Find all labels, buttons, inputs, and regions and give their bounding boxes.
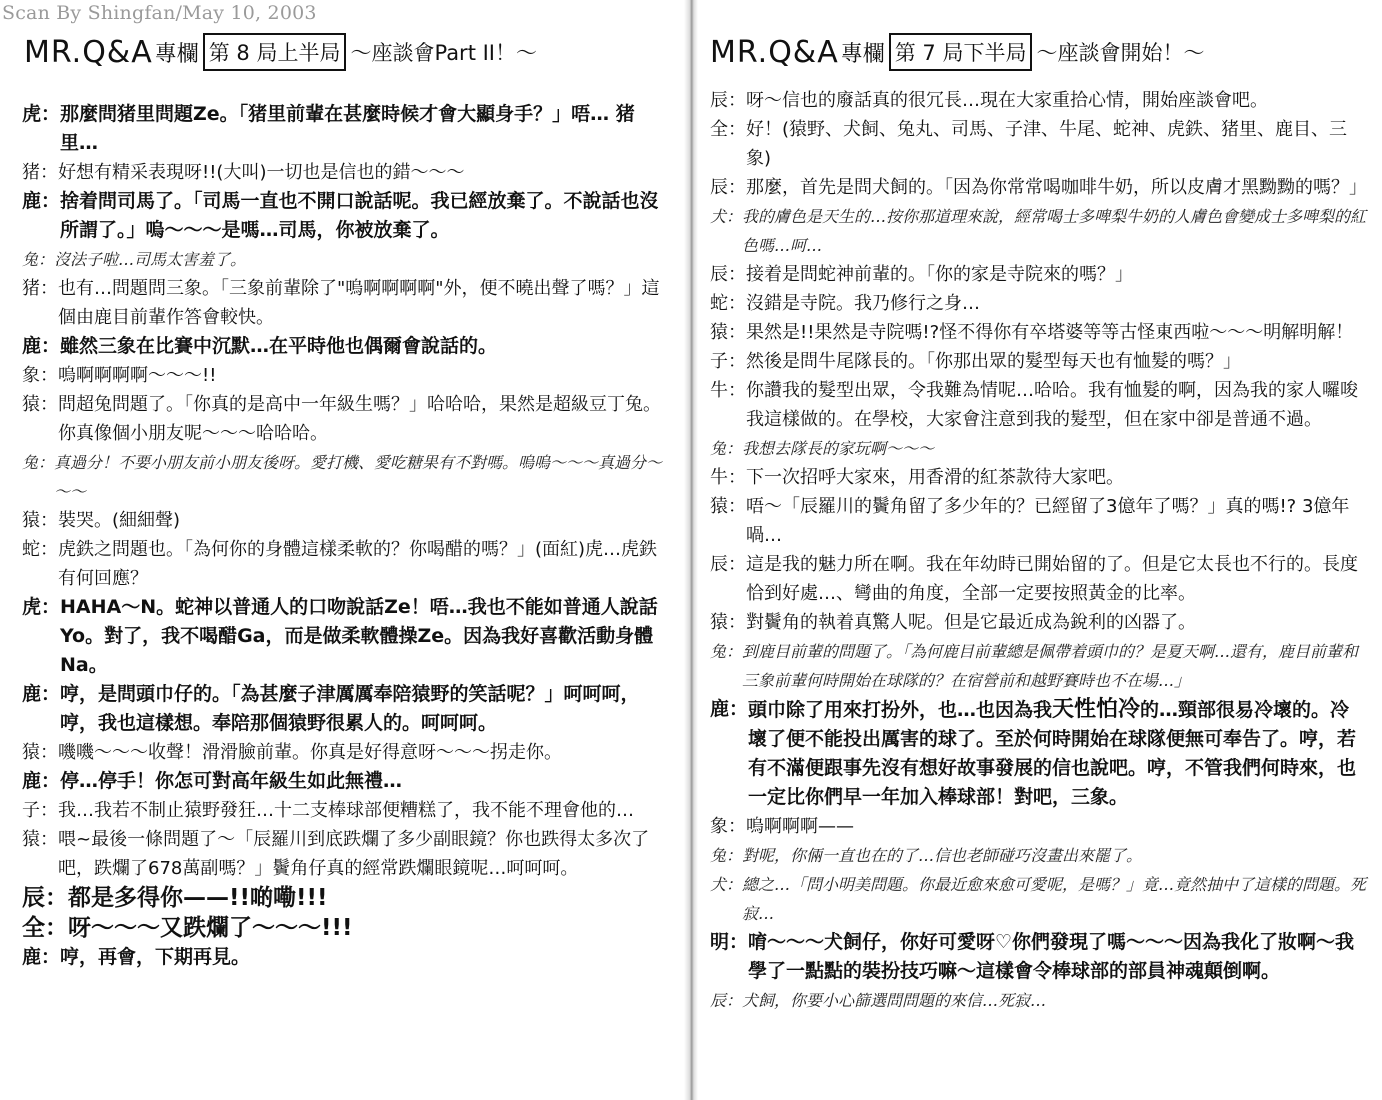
dialogue-text: 呀～～～又跌爛了～～～!!! xyxy=(68,915,353,941)
dialogue-text: 這是我的魅力所在啊。我在年幼時已開始留的了。但是它太長也不行的。長度恰到好處…、彎曲的角度，全部一定要按照黃金的比率。 xyxy=(746,554,1358,604)
speaker-label: 鹿： xyxy=(22,335,61,357)
dialogue-line xyxy=(710,608,1368,637)
speaker-label: 猿： xyxy=(710,612,746,633)
dialogue-line xyxy=(22,158,668,187)
speaker-label: 猿： xyxy=(710,322,746,343)
dialogue-text: 到鹿目前輩的問題了。「為何鹿目前輩總是佩帶着頭巾的？是夏天啊…還有，鹿目前輩和三象前輩何時開始在球隊的？在宿營前和越野賽時也不在場…」 xyxy=(742,642,1359,690)
speaker-label: 虎： xyxy=(22,103,61,125)
dialogue-line xyxy=(22,535,668,593)
dialogue-text: 喂~最後一條問題了～「辰羅川到底跌爛了多少副眼鏡？你也跌得太多次了吧，跌爛了678萬副嗎？」鬢角仔真的經常跌爛眼鏡呢…呵呵呵。 xyxy=(58,829,650,879)
speaker-label: 辰： xyxy=(710,554,746,575)
dialogue-line xyxy=(710,841,1368,870)
speaker-label: 虎： xyxy=(22,596,61,618)
right-page xyxy=(698,0,1382,1100)
dialogue-text: 也有…問題問三象。「三象前輩除了"嗚啊啊啊啊"外，便不曉出聲了嗎？」這個由鹿目前輩作答會較快。 xyxy=(58,278,660,328)
dialogue-line xyxy=(22,274,668,332)
dialogue-text: 果然是!!果然是寺院嗎!?怪不得你有卒塔婆等等古怪東西啦～～～明解明解！ xyxy=(746,322,1354,343)
dialogue-text: 沒錯是寺院。我乃修行之身… xyxy=(746,293,980,314)
dialogue-line xyxy=(22,767,668,796)
dialogue-line xyxy=(22,680,668,738)
dialogue-text xyxy=(748,695,1368,812)
dialogue-text: 唷～～～犬飼仔，你好可愛呀♡你們發現了嗎～～～因為我化了妝啊～我學了一點點的裝扮技巧嘛～這樣會令棒球部的部員神魂顛倒啊。 xyxy=(748,931,1355,982)
speaker-label: 鹿： xyxy=(22,190,61,212)
dialogue-line xyxy=(710,260,1368,289)
dialogue-text: 對呢，你倆一直也在的了…信也老師碰巧沒畫出來罷了。 xyxy=(742,846,1143,865)
dialogue-line xyxy=(710,695,1368,812)
right-page-header xyxy=(710,28,1204,76)
dialogue-text: 停…停手！你怎可對高年級生如此無禮… xyxy=(60,770,403,792)
speaker-label: 猿： xyxy=(22,510,58,531)
speaker-label: 全： xyxy=(22,915,68,941)
dialogue-text: 沒法子啦…司馬太害羞了。 xyxy=(54,250,247,269)
dialogue-text: 好！(猿野、犬飼、兔丸、司馬、子津、牛尾、蛇神、虎鉄、猪里、鹿目、三象) xyxy=(746,119,1348,169)
dialogue-line xyxy=(710,86,1368,115)
dialogue-line xyxy=(22,448,668,506)
speaker-label: 兔： xyxy=(710,642,743,661)
dialogue-text: 哼，再會，下期再見。 xyxy=(60,946,251,968)
dialogue-line xyxy=(710,173,1368,202)
dialogue-text: 嘰嘰～～～收聲！滑滑臉前輩。你真是好得意呀～～～拐走你。 xyxy=(58,742,562,763)
dialogue-line xyxy=(710,550,1368,608)
speaker-label: 猿： xyxy=(710,496,746,517)
dialogue-text: 好想有精采表現呀!!(大叫)一切也是信也的錯～～～ xyxy=(58,162,465,183)
speaker-label: 猿： xyxy=(22,742,58,763)
dialogue-text: 對鬢角的執着真驚人呢。但是它最近成為銳利的凶器了。 xyxy=(746,612,1196,633)
dialogue-text: 然後是問牛尾隊長的。「你那出眾的髮型每天也有恤髮的嗎？」 xyxy=(746,351,1241,372)
dialogue-text: 接着是問蛇神前輩的。「你的家是寺院來的嗎？」 xyxy=(746,264,1133,285)
topic-title: ～座談會Part II！～ xyxy=(350,41,537,65)
dialogue-text: 我的膚色是天生的…按你那道理來說，經常喝士多啤梨牛奶的人膚色會變成士多啤梨的紅色嗎…呵… xyxy=(742,207,1367,255)
speaker-label: 全： xyxy=(710,119,746,140)
dialogue-text: 犬飼，你要小心篩選問問題的來信…死寂… xyxy=(742,991,1047,1010)
speaker-label: 兔： xyxy=(710,439,743,458)
speaker-label: 辰： xyxy=(710,991,743,1010)
dialogue-line xyxy=(22,332,668,361)
dialogue-line xyxy=(710,637,1368,695)
dialogue-line xyxy=(22,913,668,943)
dialogue-text: 我…我若不制止猿野發狂…十二支棒球部便糟糕了，我不能不理會他的… xyxy=(58,800,634,821)
dialogue-line xyxy=(710,376,1368,434)
speaker-label: 牛： xyxy=(710,380,746,401)
topic-title: ～座談會開始！～ xyxy=(1036,41,1205,65)
speaker-label: 蛇： xyxy=(710,293,746,314)
dialogue-line xyxy=(22,506,668,535)
right-dialogue-list xyxy=(710,86,1368,1015)
dialogue-line xyxy=(22,738,668,767)
scan-credit: Scan By Shingfan/May 10, 2003 xyxy=(2,2,317,24)
dialogue-text: 裝哭。(細細聲) xyxy=(58,510,181,531)
speaker-label: 牛： xyxy=(710,467,746,488)
dialogue-line xyxy=(710,463,1368,492)
dialogue-line xyxy=(710,986,1368,1015)
dialogue-text-part: 的…頸部很易冷壞的。冷壞了便不能投出厲害的球了。至於何時開始在球隊便無可奉告了。哼，若有不滿便跟事先沒有想好故事發展的信也說吧。哼，不管我們何時來，也一定比你們早一年加入棒球部！對吧，三象。 xyxy=(748,699,1357,808)
dialogue-line xyxy=(710,115,1368,173)
dialogue-text: 捨着問司馬了。「司馬一直也不開口說話呢。我已經放棄了。不說話也沒所謂了。」嗚～～～是嗎…司馬，你被放棄了。 xyxy=(60,190,659,241)
dialogue-line xyxy=(22,245,668,274)
dialogue-text: 那麼，首先是問犬飼的。「因為你常常喝咖啡牛奶，所以皮膚才黑黝黝的嗎？」 xyxy=(746,177,1367,198)
dialogue-text: 嗚啊啊啊—— xyxy=(746,816,854,837)
speaker-label: 鹿： xyxy=(22,946,61,968)
dialogue-line xyxy=(22,390,668,448)
speaker-label: 辰： xyxy=(710,264,746,285)
speaker-label: 鹿： xyxy=(22,683,61,705)
dialogue-line xyxy=(710,434,1368,463)
dialogue-line xyxy=(22,796,668,825)
dialogue-line xyxy=(22,943,668,972)
speaker-label: 象： xyxy=(710,816,746,837)
speaker-label: 兔： xyxy=(22,250,55,269)
left-page-header xyxy=(24,28,537,76)
dialogue-text: 真過分！不要小朋友前小朋友後呀。愛打機、愛吃糖果有不對嗎。嗚嗚～～～真過分～～～ xyxy=(54,453,663,501)
dialogue-text: 哼，是問頭巾仔的。「為甚麼子津厲厲奉陪猿野的笑話呢？」呵呵呵，哼，我也這樣想。奉陪那個猿野很累人的。呵呵呵。 xyxy=(60,683,640,734)
speaker-label: 犬： xyxy=(710,875,743,894)
dialogue-line xyxy=(710,492,1368,550)
speaker-label: 兔： xyxy=(22,453,55,472)
dialogue-line xyxy=(710,318,1368,347)
dialogue-line xyxy=(710,870,1368,928)
column-brand: MR.Q&A xyxy=(24,34,153,70)
dialogue-line xyxy=(710,812,1368,841)
inning-box: 第 8 局上半局 xyxy=(203,33,347,71)
dialogue-line xyxy=(22,100,668,158)
speaker-label: 辰： xyxy=(710,177,746,198)
page-gutter xyxy=(684,0,698,1100)
speaker-label: 兔： xyxy=(710,846,743,865)
dialogue-line xyxy=(710,289,1368,318)
dialogue-line xyxy=(22,825,668,883)
speaker-label: 辰： xyxy=(710,90,746,111)
speaker-label: 蛇： xyxy=(22,539,58,560)
speaker-label: 象： xyxy=(22,365,58,386)
dialogue-text: 嗚啊啊啊啊～～～!! xyxy=(58,365,217,386)
speaker-label: 犬： xyxy=(710,207,743,226)
dialogue-line xyxy=(22,883,668,913)
speaker-label: 子： xyxy=(710,351,746,372)
dialogue-text: 我想去隊長的家玩啊～～～ xyxy=(742,439,935,458)
dialogue-emphasis: 天性怕冷 xyxy=(1052,697,1141,722)
speaker-label: 猪： xyxy=(22,162,58,183)
dialogue-line xyxy=(22,361,668,390)
column-label: 專欄 xyxy=(840,41,885,67)
dialogue-text: 總之…「問小明美問題。你最近愈來愈可愛呢，是嗎？」竟…竟然抽中了這樣的問題。死寂… xyxy=(742,875,1367,923)
dialogue-text: 下一次招呼大家來，用香滑的紅茶款待大家吧。 xyxy=(746,467,1124,488)
dialogue-text: 唔～「辰羅川的鬢角留了多少年的？已經留了3億年了嗎？」真的嗎!? 3億年喎… xyxy=(746,496,1350,546)
column-brand: MR.Q&A xyxy=(710,34,839,70)
inning-box: 第 7 局下半局 xyxy=(889,33,1033,71)
speaker-label: 猪： xyxy=(22,278,58,299)
dialogue-text: 呀～信也的廢話真的很冗長…現在大家重拾心情，開始座談會吧。 xyxy=(746,90,1268,111)
speaker-label: 猿： xyxy=(22,394,58,415)
column-label: 專欄 xyxy=(154,41,199,67)
dialogue-line xyxy=(22,187,668,245)
left-page xyxy=(0,0,684,1100)
dialogue-text: 虎鉄之問題也。「為何你的身體這樣柔軟的？你喝醋的嗎？」(面紅)虎…虎鉄有何回應？ xyxy=(58,539,658,589)
dialogue-line xyxy=(22,593,668,680)
speaker-label: 猿： xyxy=(22,829,58,850)
dialogue-text-part: 頭巾除了用來打扮外，也…也因為我 xyxy=(748,699,1053,721)
dialogue-text: 都是多得你——!!啲嘞!!! xyxy=(68,885,328,911)
dialogue-text: 雖然三象在比賽中沉默…在平時他也偶爾會說話的。 xyxy=(60,335,498,357)
dialogue-line xyxy=(710,347,1368,376)
speaker-label: 鹿： xyxy=(710,698,749,720)
dialogue-text: 問超兔問題了。「你真的是高中一年級生嗎？」哈哈哈，果然是超級豆丁兔。你真像個小朋友呢～～～哈哈哈。 xyxy=(58,394,661,444)
dialogue-line xyxy=(710,202,1368,260)
left-dialogue-list xyxy=(22,100,668,972)
speaker-label: 明： xyxy=(710,931,749,953)
dialogue-text: 那麼問猪里問題Ze。「猪里前輩在甚麼時候才會大顯身手？」唔… 猪里… xyxy=(60,103,635,154)
dialogue-text: 你讚我的髮型出眾，令我難為情呢…哈哈。我有恤髮的啊，因為我的家人囉唆我這樣做的。在學校，大家會注意到我的髮型，但在家中卻是普通不過。 xyxy=(746,380,1358,430)
speaker-label: 鹿： xyxy=(22,770,61,792)
speaker-label: 辰： xyxy=(22,885,68,911)
speaker-label: 子： xyxy=(22,800,58,821)
dialogue-text: HAHA～N。蛇神以普通人的口吻說話Ze！唔…我也不能如普通人說話Yo。對了，我不喝醋Ga，而是做柔軟體操Ze。因為我好喜歡活動身體Na。 xyxy=(60,596,658,676)
dialogue-line xyxy=(710,928,1368,986)
